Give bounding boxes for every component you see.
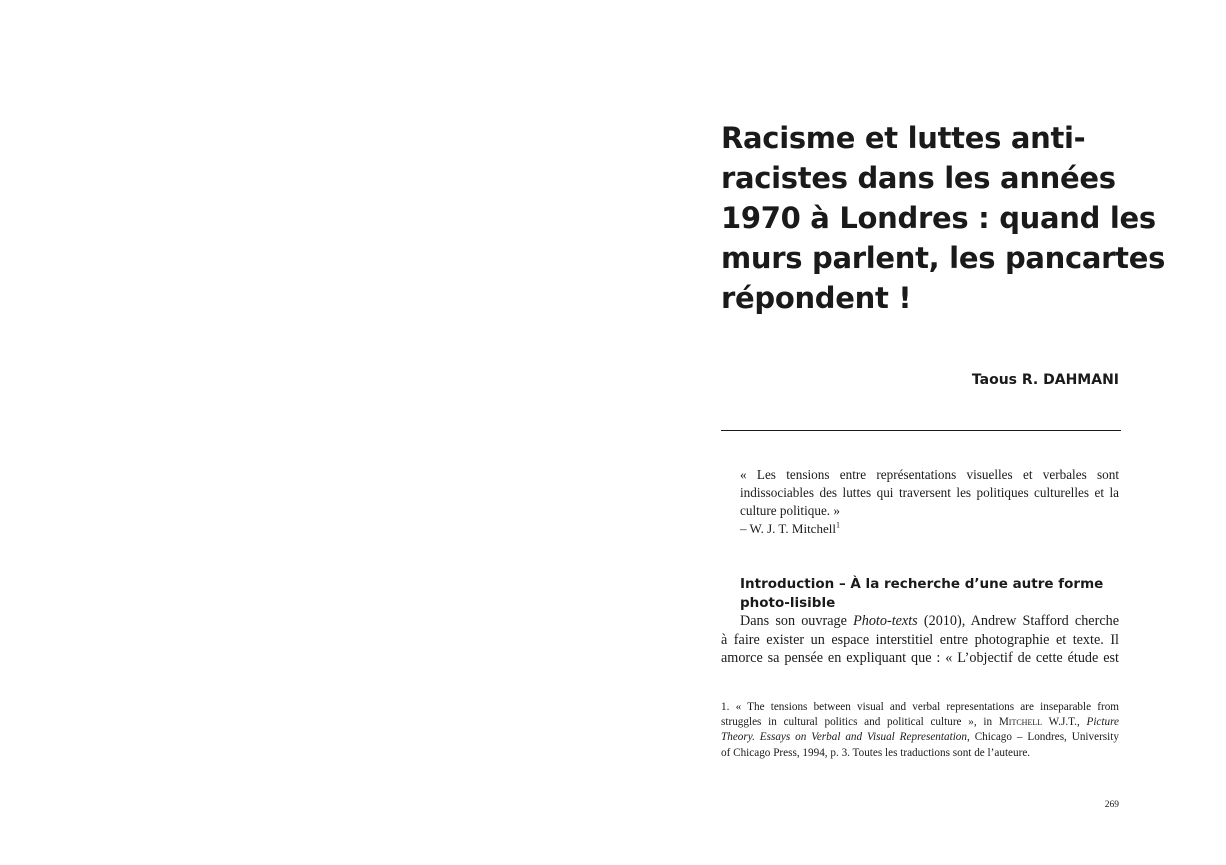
chapter-title [721, 118, 1166, 318]
right-page [613, 0, 1226, 865]
body-text-run: (2010), Andrew Stafford cherche [917, 613, 1120, 629]
author-name: Taous R. DAHMANI [971, 372, 1119, 388]
section-heading [740, 575, 1104, 613]
footnote [721, 700, 1119, 761]
footnote-line [721, 700, 1119, 715]
epigraph-author: – W. J. T. Mitchell [740, 521, 836, 536]
footnote-text-run: W.J.T., [1042, 716, 1087, 729]
body-line [721, 612, 1119, 631]
body-line: amorce sa pensée en expliquant que : « L’objectif de cette étude est [721, 650, 1119, 666]
footnote-line: of Chicago Press, 1994, p. 3. Toutes les traductions sont de l’auteure. [721, 746, 1031, 759]
footnote-text-run: , Chicago – Londres, University [967, 731, 1119, 744]
footnote-text-run: struggles in cultural politics and political culture », in [721, 716, 999, 729]
section-heading-line: photo-lisible [740, 595, 836, 611]
footnote-line [721, 730, 1119, 745]
title-divider [721, 430, 1121, 431]
book-title-italic: Photo-texts [853, 613, 918, 629]
body-paragraph [721, 612, 1119, 668]
epigraph-attribution [740, 520, 1119, 538]
cited-title-italic: Theory. Essays on Verbal and Visual Representation [721, 731, 967, 744]
page-number: 269 [1104, 800, 1119, 810]
cited-author: Mitchell [998, 716, 1043, 729]
footnote-text-run: « The tensions between visual and verbal representations are inseparable from [735, 701, 1120, 713]
body-line: à faire exister un espace interstitiel entre photographie et texte. Il [721, 631, 1119, 648]
title-line: 1970 à Londres : quand les [721, 201, 1156, 235]
title-line: Racisme et luttes anti- [721, 121, 1086, 155]
cited-title-italic: Picture [1086, 716, 1119, 729]
title-line: répondent ! [721, 281, 912, 315]
section-heading-line: Introduction – À la recherche d’une autre forme [740, 576, 1104, 592]
epigraph [740, 466, 1119, 538]
footnote-reference: 1 [835, 520, 840, 530]
title-line: racistes dans les années [721, 161, 1116, 195]
footnote-line [721, 715, 1119, 730]
body-text-run: Dans son ouvrage [740, 613, 854, 629]
epigraph-quote: « Les tensions entre représentations visuelles et verbales sont indissociables des luttes qui traversent les politiques culturelles et la culture politique. » [740, 467, 1119, 518]
title-line: murs parlent, les pancartes [721, 241, 1166, 275]
footnote-number: 1. [721, 701, 730, 713]
